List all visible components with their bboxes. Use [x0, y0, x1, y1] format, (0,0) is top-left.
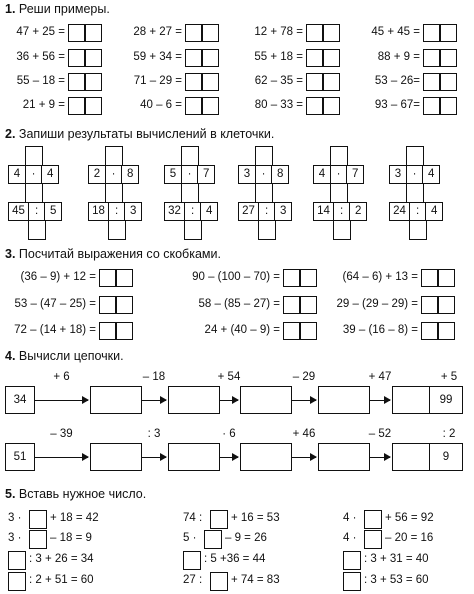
answer-cell[interactable] [258, 220, 276, 240]
expression-text: 29 – (29 – 29) = [336, 298, 418, 310]
example-text: 12 + 78 = [254, 26, 303, 38]
section1-title: Реши примеры. [18, 2, 110, 16]
answer-cell[interactable] [105, 183, 123, 203]
answer-cell[interactable] [306, 24, 323, 42]
answer-cell[interactable] [116, 296, 133, 314]
cross-cell: 4 [41, 165, 59, 184]
chain-start-box: 34 [5, 386, 35, 414]
answer-cell[interactable] [85, 24, 102, 42]
chain-answer-box[interactable] [168, 443, 220, 471]
answer-cell[interactable] [99, 322, 116, 340]
cross-cell: 3 [389, 165, 407, 184]
cross-cell: : [28, 202, 46, 221]
answer-cell[interactable] [423, 73, 440, 91]
answer-cell[interactable] [330, 183, 348, 203]
equation-suffix: + 18 = 42 [50, 512, 99, 524]
example-text: 93 – 67= [374, 99, 420, 111]
chain-answer-box[interactable] [240, 443, 292, 471]
answer-cell[interactable] [68, 24, 85, 42]
cross-cell: · [105, 165, 123, 184]
section4-title: Вычисли цепочки. [18, 349, 124, 363]
equation-suffix: : 3 + 31 = 40 [364, 553, 429, 565]
answer-cell[interactable] [421, 322, 438, 340]
chain-end-box: 99 [429, 386, 463, 414]
answer-cell[interactable] [300, 269, 317, 287]
answer-cell[interactable] [306, 73, 323, 91]
section5-number: 5. [5, 487, 16, 501]
chain-operation-label: – 18 [142, 371, 166, 383]
chain-end-box: 9 [429, 443, 463, 471]
answer-cell[interactable] [68, 73, 85, 91]
cross-cell: 8 [121, 165, 139, 184]
answer-cell[interactable] [105, 146, 123, 166]
chain-operation-label: – 52 [368, 428, 392, 440]
answer-cell[interactable] [306, 49, 323, 67]
equation-prefix: 4 · [343, 512, 357, 524]
missing-number-box[interactable] [364, 530, 382, 549]
chain-operation-label: : 3 [147, 428, 161, 440]
answer-cell[interactable] [283, 269, 300, 287]
equation-prefix: 3 · [8, 512, 22, 524]
answer-cell[interactable] [28, 220, 46, 240]
chain-operation-label: + 46 [292, 428, 316, 440]
equation-suffix: : 3 + 53 = 60 [364, 574, 429, 586]
equation-suffix: : 2 + 51 = 60 [29, 574, 94, 586]
chain-arrow [35, 400, 88, 401]
answer-cell[interactable] [85, 97, 102, 115]
cross-cell: 3 [238, 165, 256, 184]
missing-number-box[interactable] [29, 510, 47, 529]
chain-operation-label: + 54 [217, 371, 241, 383]
answer-cell[interactable] [421, 296, 438, 314]
answer-cell[interactable] [68, 97, 85, 115]
example-text: 28 + 27 = [133, 26, 182, 38]
section3-title: Посчитай выражения со скобками. [18, 247, 221, 261]
cross-cell: : [184, 202, 202, 221]
answer-cell[interactable] [99, 296, 116, 314]
cross-cell: 7 [346, 165, 364, 184]
cross-cell: 2 [349, 202, 367, 221]
chain-operation-label: – 29 [292, 371, 316, 383]
answer-cell[interactable] [202, 49, 219, 67]
cross-cell: 7 [197, 165, 215, 184]
answer-cell[interactable] [99, 269, 116, 287]
chain-answer-box[interactable] [318, 386, 370, 414]
chain-answer-box[interactable] [168, 386, 220, 414]
example-text: 62 – 35 = [254, 75, 303, 87]
answer-cell[interactable] [85, 49, 102, 67]
answer-cell[interactable] [409, 220, 427, 240]
chain-operation-label: + 6 [53, 371, 70, 383]
section5-heading [5, 487, 146, 501]
cross-cell: 4 [422, 165, 440, 184]
answer-cell[interactable] [323, 24, 340, 42]
chain-operation-label: – 39 [50, 428, 73, 440]
cross-cell: : [258, 202, 276, 221]
chain-answer-box[interactable] [90, 443, 142, 471]
cross-cell: · [25, 165, 43, 184]
cross-cell: 4 [313, 165, 331, 184]
answer-cell[interactable] [185, 49, 202, 67]
expression-text: (64 – 6) + 13 = [342, 271, 418, 283]
cross-cell: : [333, 202, 351, 221]
chain-start-box: 51 [5, 443, 35, 471]
answer-cell[interactable] [306, 97, 323, 115]
chain-operation-label: · 6 [222, 428, 236, 440]
example-text: 53 – 26= [374, 75, 420, 87]
section3-number: 3. [5, 247, 16, 261]
answer-cell[interactable] [181, 183, 199, 203]
answer-cell[interactable] [323, 73, 340, 91]
section5-title: Вставь нужное число. [18, 487, 147, 501]
chain-answer-box[interactable] [240, 386, 292, 414]
cross-cell: 8 [271, 165, 289, 184]
cross-cell: 27 [238, 202, 259, 221]
answer-cell[interactable] [330, 146, 348, 166]
missing-number-box[interactable] [343, 551, 361, 570]
cross-cell: · [255, 165, 273, 184]
equation-suffix: – 20 = 16 [385, 532, 434, 544]
missing-number-box[interactable] [364, 510, 382, 529]
answer-cell[interactable] [202, 97, 219, 115]
chain-operation-label: : 2 [442, 428, 456, 440]
expression-text: 53 – (47 – 25) = [14, 298, 96, 310]
section1-number: 1. [5, 2, 16, 16]
missing-number-box[interactable] [183, 551, 201, 570]
equation-prefix: 27 : [183, 574, 203, 586]
answer-cell[interactable] [116, 322, 133, 340]
answer-cell[interactable] [185, 97, 202, 115]
answer-cell[interactable] [300, 322, 317, 340]
equation-prefix: 5 · [183, 532, 197, 544]
example-text: 47 + 25 = [16, 26, 65, 38]
chain-answer-box[interactable] [90, 386, 142, 414]
answer-cell[interactable] [406, 183, 424, 203]
cross-cell: 45 [8, 202, 29, 221]
equation-suffix: : 5 +36 = 44 [204, 553, 266, 565]
answer-cell[interactable] [300, 296, 317, 314]
example-text: 45 + 45 = [371, 26, 420, 38]
equation-suffix: – 9 = 26 [225, 532, 267, 544]
answer-cell[interactable] [421, 269, 438, 287]
chain-operation-label: + 47 [368, 371, 392, 383]
cross-cell: 14 [313, 202, 334, 221]
chain-arrow [370, 457, 390, 458]
answer-cell[interactable] [438, 296, 455, 314]
answer-cell[interactable] [185, 24, 202, 42]
section4-heading [5, 349, 124, 363]
missing-number-box[interactable] [29, 530, 47, 549]
answer-cell[interactable] [181, 146, 199, 166]
section2-heading [5, 127, 274, 141]
expression-text: (36 – 9) + 12 = [20, 271, 96, 283]
equation-prefix: 74 : [183, 512, 203, 524]
chain-operation-label: + 5 [440, 371, 458, 383]
answer-cell[interactable] [333, 220, 351, 240]
expression-text: 72 – (14 + 18) = [14, 324, 96, 336]
equation-suffix: : 3 + 26 = 34 [29, 553, 94, 565]
answer-cell[interactable] [283, 296, 300, 314]
cross-cell: 24 [389, 202, 410, 221]
example-text: 36 + 56 = [16, 51, 65, 63]
chain-arrow [220, 457, 238, 458]
answer-cell[interactable] [184, 220, 202, 240]
chain-arrow [142, 400, 166, 401]
chain-arrow [292, 457, 316, 458]
example-text: 71 – 29 = [133, 75, 182, 87]
answer-cell[interactable] [255, 183, 273, 203]
example-text: 55 – 18 = [16, 75, 65, 87]
cross-cell: 3 [274, 202, 292, 221]
answer-cell[interactable] [438, 269, 455, 287]
cross-cell: 4 [200, 202, 218, 221]
section1-heading [5, 2, 110, 16]
section2-title: Запиши результаты вычислений в клеточки. [18, 127, 275, 141]
cross-cell: · [330, 165, 348, 184]
missing-number-box[interactable] [210, 510, 228, 529]
equation-suffix: + 56 = 92 [385, 512, 434, 524]
answer-cell[interactable] [283, 322, 300, 340]
answer-cell[interactable] [68, 49, 85, 67]
answer-cell[interactable] [440, 24, 457, 42]
cross-cell: · [181, 165, 199, 184]
answer-cell[interactable] [438, 322, 455, 340]
answer-cell[interactable] [323, 49, 340, 67]
cross-cell: : [108, 202, 126, 221]
example-text: 80 – 33 = [254, 99, 303, 111]
chain-arrow [35, 457, 88, 458]
expression-text: 58 – (85 – 27) = [198, 298, 280, 310]
example-text: 88 + 9 = [377, 51, 420, 63]
expression-text: 39 – (16 – 8) = [342, 324, 418, 336]
chain-arrow [220, 400, 238, 401]
cross-cell: · [406, 165, 424, 184]
answer-cell[interactable] [423, 24, 440, 42]
equation-prefix: 3 · [8, 532, 22, 544]
answer-cell[interactable] [440, 73, 457, 91]
answer-cell[interactable] [202, 24, 219, 42]
missing-number-box[interactable] [343, 572, 361, 591]
answer-cell[interactable] [423, 49, 440, 67]
missing-number-box[interactable] [8, 572, 26, 591]
expression-text: 24 + (40 – 9) = [204, 324, 280, 336]
missing-number-box[interactable] [210, 572, 228, 591]
chain-arrow [292, 400, 316, 401]
answer-cell[interactable] [423, 97, 440, 115]
equation-prefix: 4 · [343, 532, 357, 544]
answer-cell[interactable] [25, 146, 43, 166]
answer-cell[interactable] [185, 73, 202, 91]
cross-cell: 5 [44, 202, 62, 221]
answer-cell[interactable] [255, 146, 273, 166]
cross-cell: 32 [164, 202, 185, 221]
answer-cell[interactable] [440, 97, 457, 115]
missing-number-box[interactable] [8, 551, 26, 570]
equation-suffix: + 74 = 83 [231, 574, 280, 586]
missing-number-box[interactable] [204, 530, 222, 549]
answer-cell[interactable] [440, 49, 457, 67]
expression-text: 90 – (100 – 70) = [192, 271, 280, 283]
example-text: 55 + 18 = [254, 51, 303, 63]
answer-cell[interactable] [406, 146, 424, 166]
chain-answer-box[interactable] [318, 443, 370, 471]
answer-cell[interactable] [108, 220, 126, 240]
cross-cell: 2 [88, 165, 106, 184]
cross-cell: 5 [164, 165, 182, 184]
cross-cell: 18 [88, 202, 109, 221]
chain-arrow [370, 400, 390, 401]
equation-suffix: + 16 = 53 [231, 512, 280, 524]
answer-cell[interactable] [25, 183, 43, 203]
section3-heading [5, 247, 221, 261]
answer-cell[interactable] [116, 269, 133, 287]
answer-cell[interactable] [323, 97, 340, 115]
section4-number: 4. [5, 349, 16, 363]
example-text: 59 + 34 = [133, 51, 182, 63]
equation-suffix: – 18 = 9 [50, 532, 92, 544]
example-text: 21 + 9 = [22, 99, 65, 111]
cross-cell: 4 [425, 202, 443, 221]
section2-number: 2. [5, 127, 16, 141]
cross-cell: : [409, 202, 427, 221]
answer-cell[interactable] [202, 73, 219, 91]
cross-cell: 4 [8, 165, 26, 184]
example-text: 40 – 6 = [140, 99, 182, 111]
answer-cell[interactable] [85, 73, 102, 91]
cross-cell: 3 [124, 202, 142, 221]
chain-arrow [142, 457, 166, 458]
